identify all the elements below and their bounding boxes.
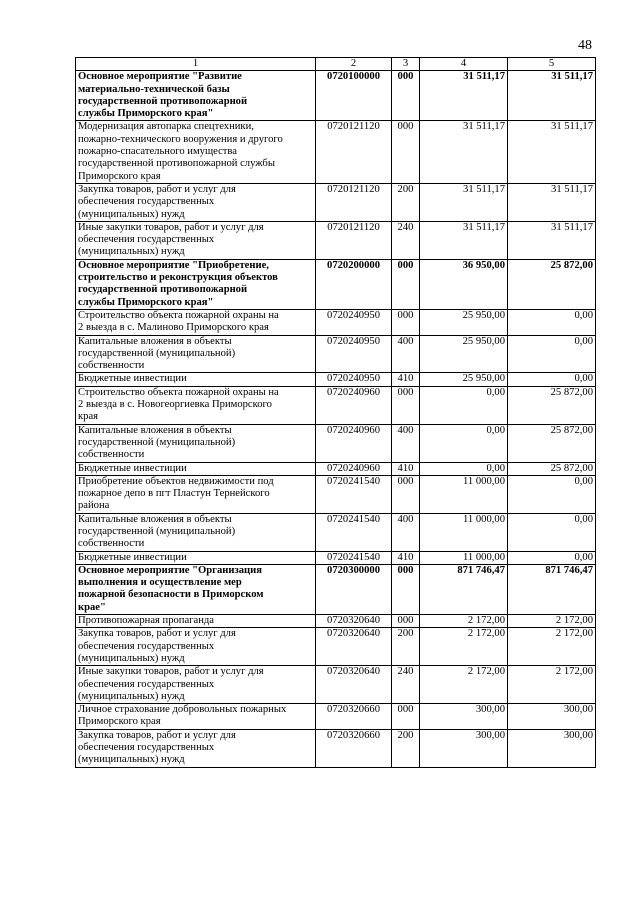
row-name-cell: Основное мероприятие "Приобретение, строительство и реконструкция объектов государственной противопожарной службы Приморского края" bbox=[76, 259, 316, 309]
row-name-cell: Противопожарная пропаганда bbox=[76, 615, 316, 628]
row-type-cell: 410 bbox=[392, 462, 420, 475]
table-row bbox=[76, 551, 596, 564]
row-value-year2-cell: 871 746,47 bbox=[508, 564, 596, 614]
table-row bbox=[76, 513, 596, 551]
row-value-year1-cell: 31 511,17 bbox=[420, 183, 508, 221]
row-code-cell: 0720200000 bbox=[316, 259, 392, 309]
row-value-year1-cell: 0,00 bbox=[420, 462, 508, 475]
row-value-year1-cell: 0,00 bbox=[420, 386, 508, 424]
row-value-year1-cell: 31 511,17 bbox=[420, 71, 508, 121]
row-value-year1-cell: 31 511,17 bbox=[420, 221, 508, 259]
table-row bbox=[76, 704, 596, 730]
row-code-cell: 0720300000 bbox=[316, 564, 392, 614]
row-type-cell: 000 bbox=[392, 259, 420, 309]
row-code-cell: 0720240960 bbox=[316, 424, 392, 462]
row-value-year2-cell: 2 172,00 bbox=[508, 615, 596, 628]
table-row bbox=[76, 424, 596, 462]
row-value-year1-cell: 2 172,00 bbox=[420, 628, 508, 666]
row-code-cell: 0720240950 bbox=[316, 373, 392, 386]
table-row bbox=[76, 335, 596, 373]
row-type-cell: 000 bbox=[392, 121, 420, 183]
row-value-year2-cell: 25 872,00 bbox=[508, 386, 596, 424]
row-value-year2-cell: 300,00 bbox=[508, 704, 596, 730]
row-value-year1-cell: 25 950,00 bbox=[420, 335, 508, 373]
row-value-year2-cell: 25 872,00 bbox=[508, 259, 596, 309]
header-cell-code: 2 bbox=[316, 58, 392, 71]
row-name-cell: Модернизация автопарка спецтехники, пожарно-технического вооружения и другого пожарно-спасательного имущества государственной противопожарной службы Приморского края bbox=[76, 121, 316, 183]
row-value-year2-cell: 31 511,17 bbox=[508, 221, 596, 259]
row-code-cell: 0720100000 bbox=[316, 71, 392, 121]
row-code-cell: 0720121120 bbox=[316, 183, 392, 221]
row-type-cell: 000 bbox=[392, 564, 420, 614]
row-value-year2-cell: 31 511,17 bbox=[508, 121, 596, 183]
row-type-cell: 000 bbox=[392, 615, 420, 628]
table-row bbox=[76, 183, 596, 221]
table-row bbox=[76, 71, 596, 121]
table-row bbox=[76, 309, 596, 335]
row-value-year2-cell: 2 172,00 bbox=[508, 666, 596, 704]
row-type-cell: 200 bbox=[392, 183, 420, 221]
table-row bbox=[76, 259, 596, 309]
row-value-year1-cell: 871 746,47 bbox=[420, 564, 508, 614]
row-value-year1-cell: 300,00 bbox=[420, 729, 508, 767]
table-row bbox=[76, 462, 596, 475]
row-name-cell: Капитальные вложения в объекты государственной (муниципальной) собственности bbox=[76, 335, 316, 373]
row-name-cell: Строительство объекта пожарной охраны на 2 выезда в с. Новогеоргиевка Приморского края bbox=[76, 386, 316, 424]
budget-table bbox=[75, 57, 596, 768]
row-name-cell: Бюджетные инвестиции bbox=[76, 551, 316, 564]
row-type-cell: 000 bbox=[392, 309, 420, 335]
row-value-year2-cell: 0,00 bbox=[508, 309, 596, 335]
row-name-cell: Иные закупки товаров, работ и услуг для обеспечения государственных (муниципальных) нужд bbox=[76, 221, 316, 259]
header-cell-name: 1 bbox=[76, 58, 316, 71]
row-value-year1-cell: 36 950,00 bbox=[420, 259, 508, 309]
row-name-cell: Закупка товаров, работ и услуг для обеспечения государственных (муниципальных) нужд bbox=[76, 729, 316, 767]
row-code-cell: 0720320660 bbox=[316, 729, 392, 767]
row-code-cell: 0720240950 bbox=[316, 335, 392, 373]
row-name-cell: Строительство объекта пожарной охраны на 2 выезда в с. Малиново Приморского края bbox=[76, 309, 316, 335]
row-name-cell: Иные закупки товаров, работ и услуг для обеспечения государственных (муниципальных) нужд bbox=[76, 666, 316, 704]
row-name-cell: Основное мероприятие "Организация выполнения и осуществление мер пожарной безопасности в Приморском крае" bbox=[76, 564, 316, 614]
row-type-cell: 000 bbox=[392, 71, 420, 121]
row-name-cell: Закупка товаров, работ и услуг для обеспечения государственных (муниципальных) нужд bbox=[76, 183, 316, 221]
row-name-cell: Капитальные вложения в объекты государственной (муниципальной) собственности bbox=[76, 424, 316, 462]
header-row bbox=[76, 58, 596, 71]
row-name-cell: Личное страхование добровольных пожарных Приморского края bbox=[76, 704, 316, 730]
table-row bbox=[76, 666, 596, 704]
table-body bbox=[76, 71, 596, 767]
row-name-cell: Приобретение объектов недвижимости под пожарное депо в пгт Пластун Тернейского района bbox=[76, 475, 316, 513]
row-value-year1-cell: 0,00 bbox=[420, 424, 508, 462]
row-name-cell: Капитальные вложения в объекты государственной (муниципальной) собственности bbox=[76, 513, 316, 551]
row-type-cell: 000 bbox=[392, 475, 420, 513]
row-value-year1-cell: 11 000,00 bbox=[420, 475, 508, 513]
row-value-year2-cell: 0,00 bbox=[508, 475, 596, 513]
row-value-year1-cell: 11 000,00 bbox=[420, 551, 508, 564]
row-value-year2-cell: 300,00 bbox=[508, 729, 596, 767]
row-value-year2-cell: 31 511,17 bbox=[508, 183, 596, 221]
row-type-cell: 240 bbox=[392, 221, 420, 259]
row-type-cell: 400 bbox=[392, 335, 420, 373]
page-number: 48 bbox=[578, 38, 592, 53]
table-row bbox=[76, 729, 596, 767]
table-row bbox=[76, 373, 596, 386]
row-code-cell: 0720241540 bbox=[316, 475, 392, 513]
row-code-cell: 0720240960 bbox=[316, 386, 392, 424]
row-value-year1-cell: 300,00 bbox=[420, 704, 508, 730]
row-code-cell: 0720240950 bbox=[316, 309, 392, 335]
row-value-year2-cell: 25 872,00 bbox=[508, 424, 596, 462]
row-type-cell: 200 bbox=[392, 729, 420, 767]
row-value-year1-cell: 2 172,00 bbox=[420, 615, 508, 628]
row-value-year2-cell: 0,00 bbox=[508, 513, 596, 551]
header-cell-year2: 5 bbox=[508, 58, 596, 71]
row-code-cell: 0720320660 bbox=[316, 704, 392, 730]
row-code-cell: 0720320640 bbox=[316, 628, 392, 666]
row-type-cell: 410 bbox=[392, 551, 420, 564]
row-value-year1-cell: 25 950,00 bbox=[420, 373, 508, 386]
row-value-year2-cell: 0,00 bbox=[508, 551, 596, 564]
table-row bbox=[76, 628, 596, 666]
row-type-cell: 000 bbox=[392, 704, 420, 730]
row-code-cell: 0720241540 bbox=[316, 513, 392, 551]
row-value-year1-cell: 2 172,00 bbox=[420, 666, 508, 704]
row-code-cell: 0720320640 bbox=[316, 666, 392, 704]
table-row bbox=[76, 564, 596, 614]
table-row bbox=[76, 475, 596, 513]
table-row bbox=[76, 121, 596, 183]
table-row bbox=[76, 221, 596, 259]
row-value-year1-cell: 11 000,00 bbox=[420, 513, 508, 551]
row-type-cell: 000 bbox=[392, 386, 420, 424]
row-name-cell: Закупка товаров, работ и услуг для обеспечения государственных (муниципальных) нужд bbox=[76, 628, 316, 666]
row-code-cell: 0720240960 bbox=[316, 462, 392, 475]
row-name-cell: Бюджетные инвестиции bbox=[76, 462, 316, 475]
row-code-cell: 0720121120 bbox=[316, 121, 392, 183]
table-row bbox=[76, 386, 596, 424]
row-value-year2-cell: 25 872,00 bbox=[508, 462, 596, 475]
row-value-year2-cell: 31 511,17 bbox=[508, 71, 596, 121]
row-value-year2-cell: 0,00 bbox=[508, 373, 596, 386]
row-type-cell: 410 bbox=[392, 373, 420, 386]
row-value-year2-cell: 0,00 bbox=[508, 335, 596, 373]
row-type-cell: 400 bbox=[392, 513, 420, 551]
table-row bbox=[76, 615, 596, 628]
row-name-cell: Основное мероприятие "Развитие материально-технической базы государственной противопожарной службы Приморского края" bbox=[76, 71, 316, 121]
header-cell-year1: 4 bbox=[420, 58, 508, 71]
row-type-cell: 240 bbox=[392, 666, 420, 704]
header-cell-type: 3 bbox=[392, 58, 420, 71]
row-type-cell: 400 bbox=[392, 424, 420, 462]
row-value-year2-cell: 2 172,00 bbox=[508, 628, 596, 666]
row-code-cell: 0720241540 bbox=[316, 551, 392, 564]
row-value-year1-cell: 25 950,00 bbox=[420, 309, 508, 335]
row-code-cell: 0720121120 bbox=[316, 221, 392, 259]
row-value-year1-cell: 31 511,17 bbox=[420, 121, 508, 183]
row-code-cell: 0720320640 bbox=[316, 615, 392, 628]
row-type-cell: 200 bbox=[392, 628, 420, 666]
row-name-cell: Бюджетные инвестиции bbox=[76, 373, 316, 386]
